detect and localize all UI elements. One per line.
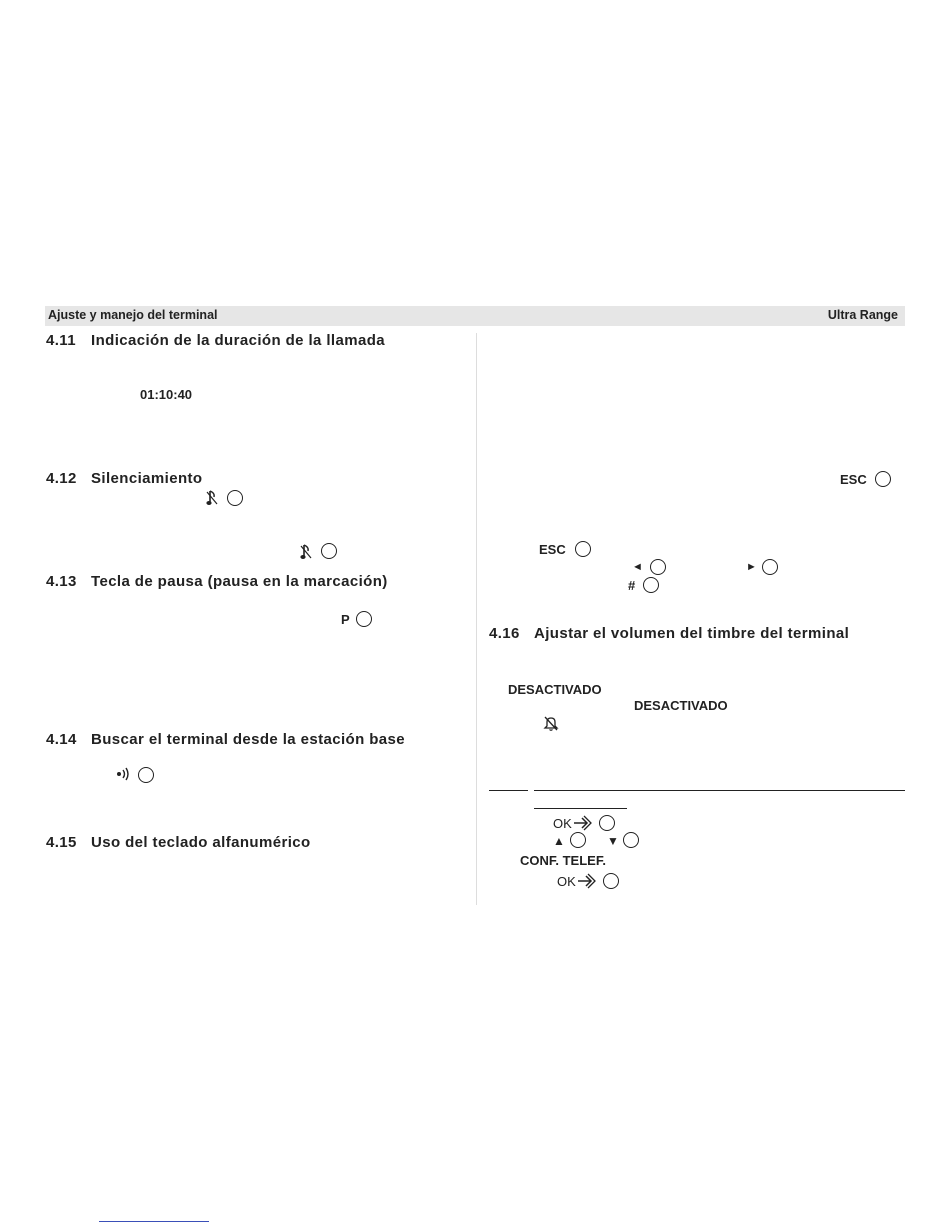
section-4-16-number: 4.16 [489,625,520,642]
header-section-title: Ajuste y manejo del terminal [48,308,218,322]
off-status-label: DESACTIVADO [508,682,602,697]
section-4-11-number: 4.11 [46,332,76,349]
up-arrow-icon: ▲ [553,834,565,848]
ok-key-label: OK [553,816,572,831]
esc-key-button[interactable] [875,471,891,487]
header-product-name: Ultra Range [827,308,898,322]
section-4-13-title: Tecla de pausa (pausa en la marcación) [91,573,388,590]
table-rule [534,808,627,809]
section-4-14-title: Buscar el terminal desde la estación base [91,731,406,748]
pause-key-button[interactable] [356,611,372,627]
section-4-11-title: Indicación de la duración de la llamada [91,332,386,349]
down-key-button[interactable] [623,832,639,848]
bell-off-icon [543,715,559,732]
ok-key-button[interactable] [603,873,619,889]
pause-key-label: P [341,612,350,627]
section-4-15-title: Uso del teclado alfanumérico [91,834,311,851]
section-4-12-title: Silenciamiento [91,470,203,487]
right-arrow-icon: ► [746,561,757,573]
page-header [45,306,905,326]
left-key-button[interactable] [650,559,666,575]
mute-note-icon [300,543,314,561]
table-rule [534,790,905,791]
mute-note-icon [206,489,220,507]
down-arrow-icon: ▼ [607,834,619,848]
paging-icon [116,766,134,782]
hash-key-button[interactable] [643,577,659,593]
hash-key-label: # [628,578,636,593]
footer-rule [99,1221,209,1222]
section-4-13-number: 4.13 [46,573,77,590]
ok-key-label: OK [557,874,576,889]
up-key-button[interactable] [570,832,586,848]
ok-arrow-icon [577,872,597,890]
mute-key-button[interactable] [321,543,337,559]
section-4-14-number: 4.14 [46,731,77,748]
right-key-button[interactable] [762,559,778,575]
call-duration-display: 01:10:40 [140,387,193,402]
section-4-16-title: Ajustar el volumen del timbre del terminal [534,625,850,642]
menu-item-phone-settings: CONF. TELEF. [520,853,606,868]
off-status-label: DESACTIVADO [634,698,728,713]
esc-key-label: ESC [840,472,867,487]
column-divider [476,333,477,905]
section-4-15-number: 4.15 [46,834,77,851]
left-arrow-icon: ◄ [632,561,643,573]
page-key-button[interactable] [138,767,154,783]
ok-key-button[interactable] [599,815,615,831]
esc-key-label: ESC [539,542,566,557]
table-rule [489,790,528,791]
esc-key-button[interactable] [575,541,591,557]
section-4-12-number: 4.12 [46,470,77,487]
ok-arrow-icon [573,814,593,832]
mute-key-button[interactable] [227,490,243,506]
